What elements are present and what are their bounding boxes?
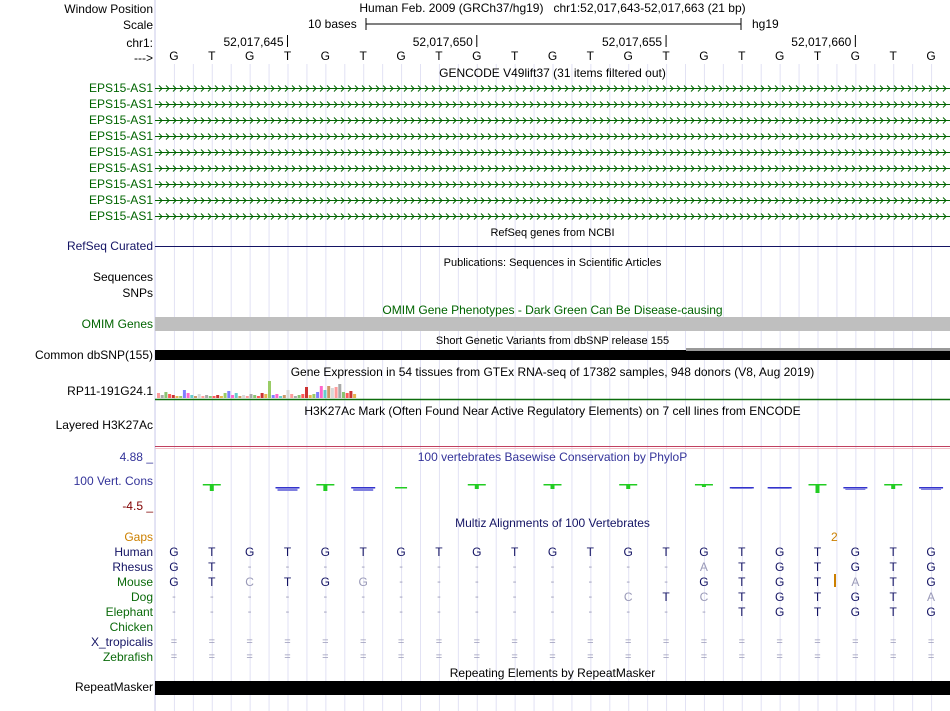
multiz-base: = xyxy=(624,636,632,648)
multiz-base: G xyxy=(774,545,785,559)
multiz-base: - xyxy=(172,606,176,618)
multiz-base: G xyxy=(774,560,785,574)
repeatmasker-title: Repeating Elements by RepeatMasker xyxy=(449,666,656,680)
multiz-base: = xyxy=(549,636,556,648)
repeatmasker-label[interactable]: RepeatMasker xyxy=(74,680,153,694)
mouse-insertion-marker xyxy=(834,574,836,587)
phylop-bar-positive xyxy=(475,484,479,489)
phylop-bar-positive xyxy=(210,484,214,491)
phylop-bar-negative xyxy=(732,488,752,489)
base-letter: T xyxy=(283,49,292,63)
multiz-base: - xyxy=(285,591,290,603)
multiz-base: - xyxy=(512,576,517,588)
base-letter: G xyxy=(244,49,255,63)
gtex-tissue-bar xyxy=(161,395,164,398)
multiz-base: = xyxy=(927,651,935,663)
multiz-base: T xyxy=(813,575,822,589)
gencode-title: GENCODE V49lift37 (31 items filtered out) xyxy=(439,66,666,80)
multiz-base: T xyxy=(889,560,897,574)
multiz-base: T xyxy=(283,575,292,589)
multiz-base: T xyxy=(208,560,216,574)
multiz-species-label[interactable]: Human xyxy=(114,545,153,559)
dbsnp-label[interactable]: Common dbSNP(155) xyxy=(34,348,153,362)
base-letter: T xyxy=(813,49,822,63)
gencode-item-label[interactable]: EPS15-AS1 xyxy=(88,209,153,223)
multiz-base: = xyxy=(852,636,859,648)
base-letter: T xyxy=(510,49,519,63)
multiz-base: - xyxy=(247,561,252,573)
multiz-species-label[interactable]: Dog xyxy=(130,590,153,604)
multiz-base: = xyxy=(284,636,291,648)
multiz-base: = xyxy=(359,651,367,663)
base-letter: T xyxy=(586,49,595,63)
refseq-title: RefSeq genes from NCBI xyxy=(490,227,615,239)
multiz-base: - xyxy=(209,591,214,603)
multiz-base: T xyxy=(738,590,746,604)
gtex-tissue-bar xyxy=(298,395,301,398)
gtex-tissue-bar xyxy=(179,396,182,398)
multiz-base: - xyxy=(550,576,555,588)
gtex-tissue-bar xyxy=(272,395,275,398)
strand-label: ---> xyxy=(134,51,153,65)
gtex-tissue-bar xyxy=(338,384,341,398)
multiz-base: T xyxy=(208,575,216,589)
multiz-base: = xyxy=(170,651,178,663)
multiz-base: = xyxy=(662,651,670,663)
multiz-base: T xyxy=(813,545,822,559)
repeatmasker-bar xyxy=(155,681,950,695)
multiz-base: G xyxy=(926,545,936,559)
multiz-base: - xyxy=(323,561,328,573)
multiz-base: - xyxy=(588,591,593,603)
phylop-min-label: -4.5 _ xyxy=(122,499,153,513)
phylop-bar-negative xyxy=(278,488,298,491)
gtex-tissue-bar xyxy=(261,393,264,398)
multiz-base: T xyxy=(510,545,519,559)
multiz-base: - xyxy=(664,561,668,573)
gtex-tissue-bar xyxy=(213,396,216,398)
base-letter: G xyxy=(774,49,785,63)
multiz-base: G xyxy=(169,545,179,559)
multiz-base: = xyxy=(549,651,556,663)
multiz-base: = xyxy=(511,636,518,648)
gtex-tissue-bar xyxy=(205,395,208,398)
multiz-base: - xyxy=(323,591,328,603)
gtex-tissue-bar xyxy=(290,394,293,398)
multiz-base: = xyxy=(284,651,291,663)
multiz-base: = xyxy=(927,636,935,648)
multiz-base: - xyxy=(588,576,593,588)
multiz-base: - xyxy=(626,561,631,573)
multiz-base: G xyxy=(547,545,558,559)
gtex-tissue-bar xyxy=(183,390,186,398)
coordinate-label: 52,017,650 xyxy=(412,35,473,49)
base-letter: T xyxy=(435,49,443,63)
gtex-tissue-bar xyxy=(312,394,315,398)
multiz-species-label[interactable]: Chicken xyxy=(109,620,153,634)
gtex-tissue-bar xyxy=(309,395,312,398)
multiz-base: = xyxy=(359,636,367,648)
multiz-gaps-label: Gaps xyxy=(124,530,153,544)
omim-label[interactable]: OMIM Genes xyxy=(81,317,153,331)
gtex-tissue-bar xyxy=(268,381,271,398)
omim-gene-bar xyxy=(155,317,950,331)
multiz-base: = xyxy=(435,636,443,648)
gtex-tissue-bar xyxy=(190,395,193,398)
scale-assembly: hg19 xyxy=(752,17,779,31)
multiz-base: G xyxy=(699,575,709,589)
multiz-base: G xyxy=(623,545,633,559)
gtex-tissue-bar xyxy=(349,391,352,398)
gtex-tissue-bar xyxy=(172,395,175,398)
multiz-base: = xyxy=(397,636,405,648)
gtex-tissue-bar xyxy=(335,387,338,398)
multiz-base: - xyxy=(588,561,593,573)
multiz-base: = xyxy=(435,651,443,663)
multiz-base: - xyxy=(399,576,403,588)
gtex-tissue-bar xyxy=(320,386,323,398)
gtex-tissue-bar xyxy=(287,390,290,398)
multiz-base: - xyxy=(323,606,328,618)
gtex-tissue-bar xyxy=(253,395,256,398)
base-letter: T xyxy=(208,49,216,63)
base-letter: T xyxy=(738,49,746,63)
multiz-base: = xyxy=(246,651,253,663)
gtex-tissue-bar xyxy=(168,394,171,398)
gencode-item-label[interactable]: EPS15-AS1 xyxy=(88,97,153,111)
multiz-base: T xyxy=(435,545,443,559)
multiz-base: - xyxy=(361,591,366,603)
multiz-base: = xyxy=(776,636,783,648)
multiz-base: - xyxy=(664,606,668,618)
multiz-base: = xyxy=(322,651,329,663)
base-letter: G xyxy=(320,49,331,63)
multiz-base: T xyxy=(738,605,746,619)
base-letter: G xyxy=(623,49,633,63)
multiz-title: Multiz Alignments of 100 Vertebrates xyxy=(455,516,650,530)
multiz-base: = xyxy=(170,636,178,648)
phylop-label[interactable]: 100 Vert. Cons xyxy=(73,474,153,488)
multiz-base: - xyxy=(399,606,403,618)
base-letter: T xyxy=(889,49,897,63)
gtex-tissue-bar xyxy=(187,393,190,398)
phylop-title: 100 vertebrates Basewise Conservation by PhyloP xyxy=(417,450,688,464)
base-letter: G xyxy=(926,49,936,63)
multiz-base: = xyxy=(473,636,480,648)
multiz-base: G xyxy=(472,545,482,559)
multiz-base: - xyxy=(437,606,441,618)
gtex-tissue-bar xyxy=(301,394,304,398)
multiz-base: - xyxy=(247,591,252,603)
multiz-base: G xyxy=(774,575,785,589)
multiz-base: T xyxy=(738,560,746,574)
gtex-tissue-bar xyxy=(279,396,282,398)
scale-text: 10 bases xyxy=(308,17,357,31)
scale-label: Scale xyxy=(122,18,153,32)
gtex-tissue-bar xyxy=(324,390,327,398)
multiz-base: = xyxy=(322,636,329,648)
coordinate-label: 52,017,660 xyxy=(791,35,852,49)
multiz-base: G xyxy=(926,560,936,574)
multiz-base: - xyxy=(399,591,403,603)
multiz-base: T xyxy=(283,545,292,559)
gencode-item-label[interactable]: EPS15-AS1 xyxy=(88,145,153,159)
multiz-base: T xyxy=(662,590,670,604)
multiz-species-label[interactable]: X_tropicalis xyxy=(90,635,153,649)
multiz-base: G xyxy=(850,560,861,574)
publications-sequences-label[interactable]: Sequences xyxy=(92,270,153,284)
multiz-base: - xyxy=(550,561,555,573)
gtex-tissue-bar xyxy=(264,394,267,398)
multiz-base: = xyxy=(814,651,821,663)
multiz-base: G xyxy=(850,590,861,604)
multiz-base: T xyxy=(889,590,897,604)
multiz-base: - xyxy=(474,606,479,618)
base-letter: G xyxy=(850,49,861,63)
gtex-tissue-bar xyxy=(227,391,230,398)
coordinate-label: 52,017,645 xyxy=(223,35,284,49)
multiz-base: - xyxy=(550,591,555,603)
gtex-tissue-bar xyxy=(305,387,308,398)
multiz-base: = xyxy=(397,651,405,663)
multiz-base: = xyxy=(700,636,708,648)
multiz-base: = xyxy=(624,651,632,663)
multiz-base: = xyxy=(776,651,783,663)
gtex-tissue-bar xyxy=(342,392,345,398)
window-position-label: Window Position xyxy=(64,2,153,16)
chrom-label: chr1: xyxy=(126,36,153,50)
phylop-bar-positive xyxy=(626,484,630,489)
multiz-base: = xyxy=(738,651,745,663)
multiz-base: - xyxy=(550,606,555,618)
publications-title: Publications: Sequences in Scientific Articles xyxy=(443,257,662,269)
multiz-base: C xyxy=(245,575,254,589)
multiz-base: - xyxy=(209,606,214,618)
multiz-base: - xyxy=(437,591,441,603)
multiz-base: T xyxy=(738,545,746,559)
multiz-gap-count: 2 xyxy=(831,530,838,544)
gtex-title: Gene Expression in 54 tissues from GTEx RNA-seq of 17382 samples, 948 donors (V8, Aug 2019) xyxy=(290,365,815,379)
multiz-base: - xyxy=(512,561,517,573)
multiz-base: T xyxy=(889,545,897,559)
multiz-base: - xyxy=(247,606,252,618)
multiz-base: = xyxy=(587,651,594,663)
base-letter: G xyxy=(472,49,482,63)
gencode-item-label[interactable]: EPS15-AS1 xyxy=(88,193,153,207)
multiz-base: - xyxy=(285,606,290,618)
base-letter: G xyxy=(396,49,406,63)
gtex-tissue-bar xyxy=(327,386,330,398)
multiz-base: G xyxy=(774,590,785,604)
multiz-base: - xyxy=(474,591,479,603)
multiz-base: C xyxy=(699,590,709,604)
phylop-max-label: 4.88 _ xyxy=(119,450,153,464)
multiz-base: G xyxy=(850,545,861,559)
multiz-base: = xyxy=(889,651,897,663)
dbsnp-bar-grey-overlap xyxy=(686,348,950,351)
multiz-base: - xyxy=(626,576,631,588)
multiz-base: = xyxy=(473,651,480,663)
gencode-item-label[interactable]: EPS15-AS1 xyxy=(88,177,153,191)
base-letter: G xyxy=(699,49,709,63)
gtex-tissue-bar xyxy=(331,388,334,398)
base-letter: T xyxy=(662,49,670,63)
multiz-base: - xyxy=(361,561,366,573)
multiz-base: = xyxy=(246,636,253,648)
gtex-tissue-bar xyxy=(231,395,234,398)
multiz-base: A xyxy=(851,575,860,589)
refseq-label[interactable]: RefSeq Curated xyxy=(66,239,153,253)
phylop-bar-positive xyxy=(816,484,820,493)
multiz-base: G xyxy=(320,545,331,559)
phylop-bar-positive xyxy=(891,484,895,489)
phylop-bar-negative xyxy=(921,488,941,490)
multiz-base: = xyxy=(738,636,745,648)
dbsnp-title: Short Genetic Variants from dbSNP release 155 xyxy=(435,335,670,347)
phylop-bar-small xyxy=(395,487,407,489)
gtex-tissue-bar xyxy=(216,395,219,398)
multiz-base: - xyxy=(172,591,176,603)
multiz-base: T xyxy=(586,545,595,559)
gtex-tissue-bar xyxy=(157,393,160,398)
multiz-base: T xyxy=(208,545,216,559)
multiz-base: = xyxy=(587,636,594,648)
multiz-base: - xyxy=(512,591,517,603)
multiz-base: G xyxy=(850,605,861,619)
multiz-base: = xyxy=(852,651,859,663)
gencode-item-label[interactable]: EPS15-AS1 xyxy=(88,113,153,127)
multiz-base: G xyxy=(699,545,709,559)
multiz-base: - xyxy=(512,606,517,618)
gtex-tissue-bar xyxy=(346,393,349,398)
multiz-base: - xyxy=(437,561,441,573)
gtex-tissue-bar xyxy=(283,395,286,398)
gtex-tissue-bar xyxy=(246,396,249,398)
multiz-base: G xyxy=(169,560,179,574)
multiz-base: = xyxy=(814,636,821,648)
gtex-tissue-bar xyxy=(201,396,204,398)
gtex-tissue-bar xyxy=(198,394,201,398)
gtex-tissue-bar xyxy=(194,396,197,398)
multiz-base: G xyxy=(169,575,179,589)
gencode-item-label[interactable]: EPS15-AS1 xyxy=(88,129,153,143)
gtex-label[interactable]: RP11-191G24.1 xyxy=(67,384,153,398)
coordinate-label: 52,017,655 xyxy=(602,35,663,49)
multiz-base: A xyxy=(699,560,708,574)
phylop-bar-positive xyxy=(323,484,327,491)
dbsnp-bar xyxy=(155,350,950,360)
gencode-item-label[interactable]: EPS15-AS1 xyxy=(88,161,153,175)
multiz-species-label[interactable]: Zebrafish xyxy=(102,650,153,664)
phylop-bar-negative xyxy=(353,488,373,491)
multiz-base: G xyxy=(926,575,936,589)
multiz-base: T xyxy=(889,605,897,619)
multiz-base: T xyxy=(359,545,367,559)
multiz-base: - xyxy=(437,576,441,588)
gtex-tissue-bar xyxy=(164,392,167,398)
h3k27ac-label[interactable]: Layered H3K27Ac xyxy=(55,418,153,432)
gtex-tissue-bar xyxy=(235,393,238,398)
gtex-tissue-bar xyxy=(220,396,223,398)
gtex-tissue-bar xyxy=(316,392,319,398)
gtex-tissue-bar xyxy=(275,394,278,398)
gtex-tissue-bar xyxy=(353,394,356,398)
base-letter: G xyxy=(547,49,558,63)
multiz-base: - xyxy=(702,606,706,618)
gtex-tissue-bar xyxy=(294,396,297,398)
multiz-base: G xyxy=(774,605,785,619)
multiz-base: A xyxy=(927,590,936,604)
multiz-base: T xyxy=(813,605,822,619)
multiz-base: G xyxy=(320,575,331,589)
gtex-tissue-bar xyxy=(250,394,253,398)
multiz-base: - xyxy=(626,606,631,618)
gtex-tissue-bar xyxy=(209,396,212,398)
h3k27ac-title: H3K27Ac Mark (Often Found Near Active Regulatory Elements) on 7 cell lines from ENCODE xyxy=(304,404,801,418)
multiz-base: - xyxy=(588,606,593,618)
publications-snps-label[interactable]: SNPs xyxy=(122,286,153,300)
multiz-base: = xyxy=(662,636,670,648)
omim-title: OMIM Gene Phenotypes - Dark Green Can Be Disease-causing xyxy=(382,303,723,317)
phylop-bar-positive xyxy=(551,484,555,489)
multiz-base: = xyxy=(208,636,215,648)
phylop-bar-negative xyxy=(845,488,865,490)
multiz-base: - xyxy=(399,561,403,573)
multiz-base: T xyxy=(813,560,822,574)
multiz-base: = xyxy=(208,651,215,663)
multiz-base: - xyxy=(285,561,290,573)
multiz-base: G xyxy=(244,545,255,559)
base-letter: G xyxy=(169,49,179,63)
gencode-item-label[interactable]: EPS15-AS1 xyxy=(88,81,153,95)
gtex-tissue-bar xyxy=(257,396,260,398)
multiz-base: T xyxy=(738,575,746,589)
multiz-species-label[interactable]: Mouse xyxy=(116,575,153,589)
multiz-base: - xyxy=(474,576,479,588)
multiz-base: T xyxy=(662,545,670,559)
multiz-base: - xyxy=(474,561,479,573)
multiz-base: C xyxy=(623,590,633,604)
base-letter: T xyxy=(359,49,367,63)
multiz-base: = xyxy=(511,651,518,663)
multiz-base: G xyxy=(926,605,936,619)
phylop-bar-positive xyxy=(702,484,706,487)
phylop-bar-negative xyxy=(770,488,790,489)
multiz-base: - xyxy=(664,576,668,588)
multiz-species-label[interactable]: Elephant xyxy=(105,605,153,619)
multiz-base: T xyxy=(889,575,897,589)
gtex-tissue-bar xyxy=(176,396,179,398)
window-position-text: Human Feb. 2009 (GRCh37/hg19) chr1:52,017,643-52,017,663 (21 bp) xyxy=(359,1,746,15)
multiz-species-label[interactable]: Rhesus xyxy=(112,560,153,574)
gtex-tissue-bar xyxy=(238,396,241,398)
multiz-base: = xyxy=(700,651,708,663)
multiz-base: - xyxy=(361,606,366,618)
gtex-tissue-bar xyxy=(224,393,227,398)
multiz-base: G xyxy=(358,575,368,589)
gtex-tissue-bar xyxy=(242,395,245,398)
multiz-base: = xyxy=(889,636,897,648)
multiz-base: G xyxy=(396,545,406,559)
multiz-base: T xyxy=(813,590,822,604)
